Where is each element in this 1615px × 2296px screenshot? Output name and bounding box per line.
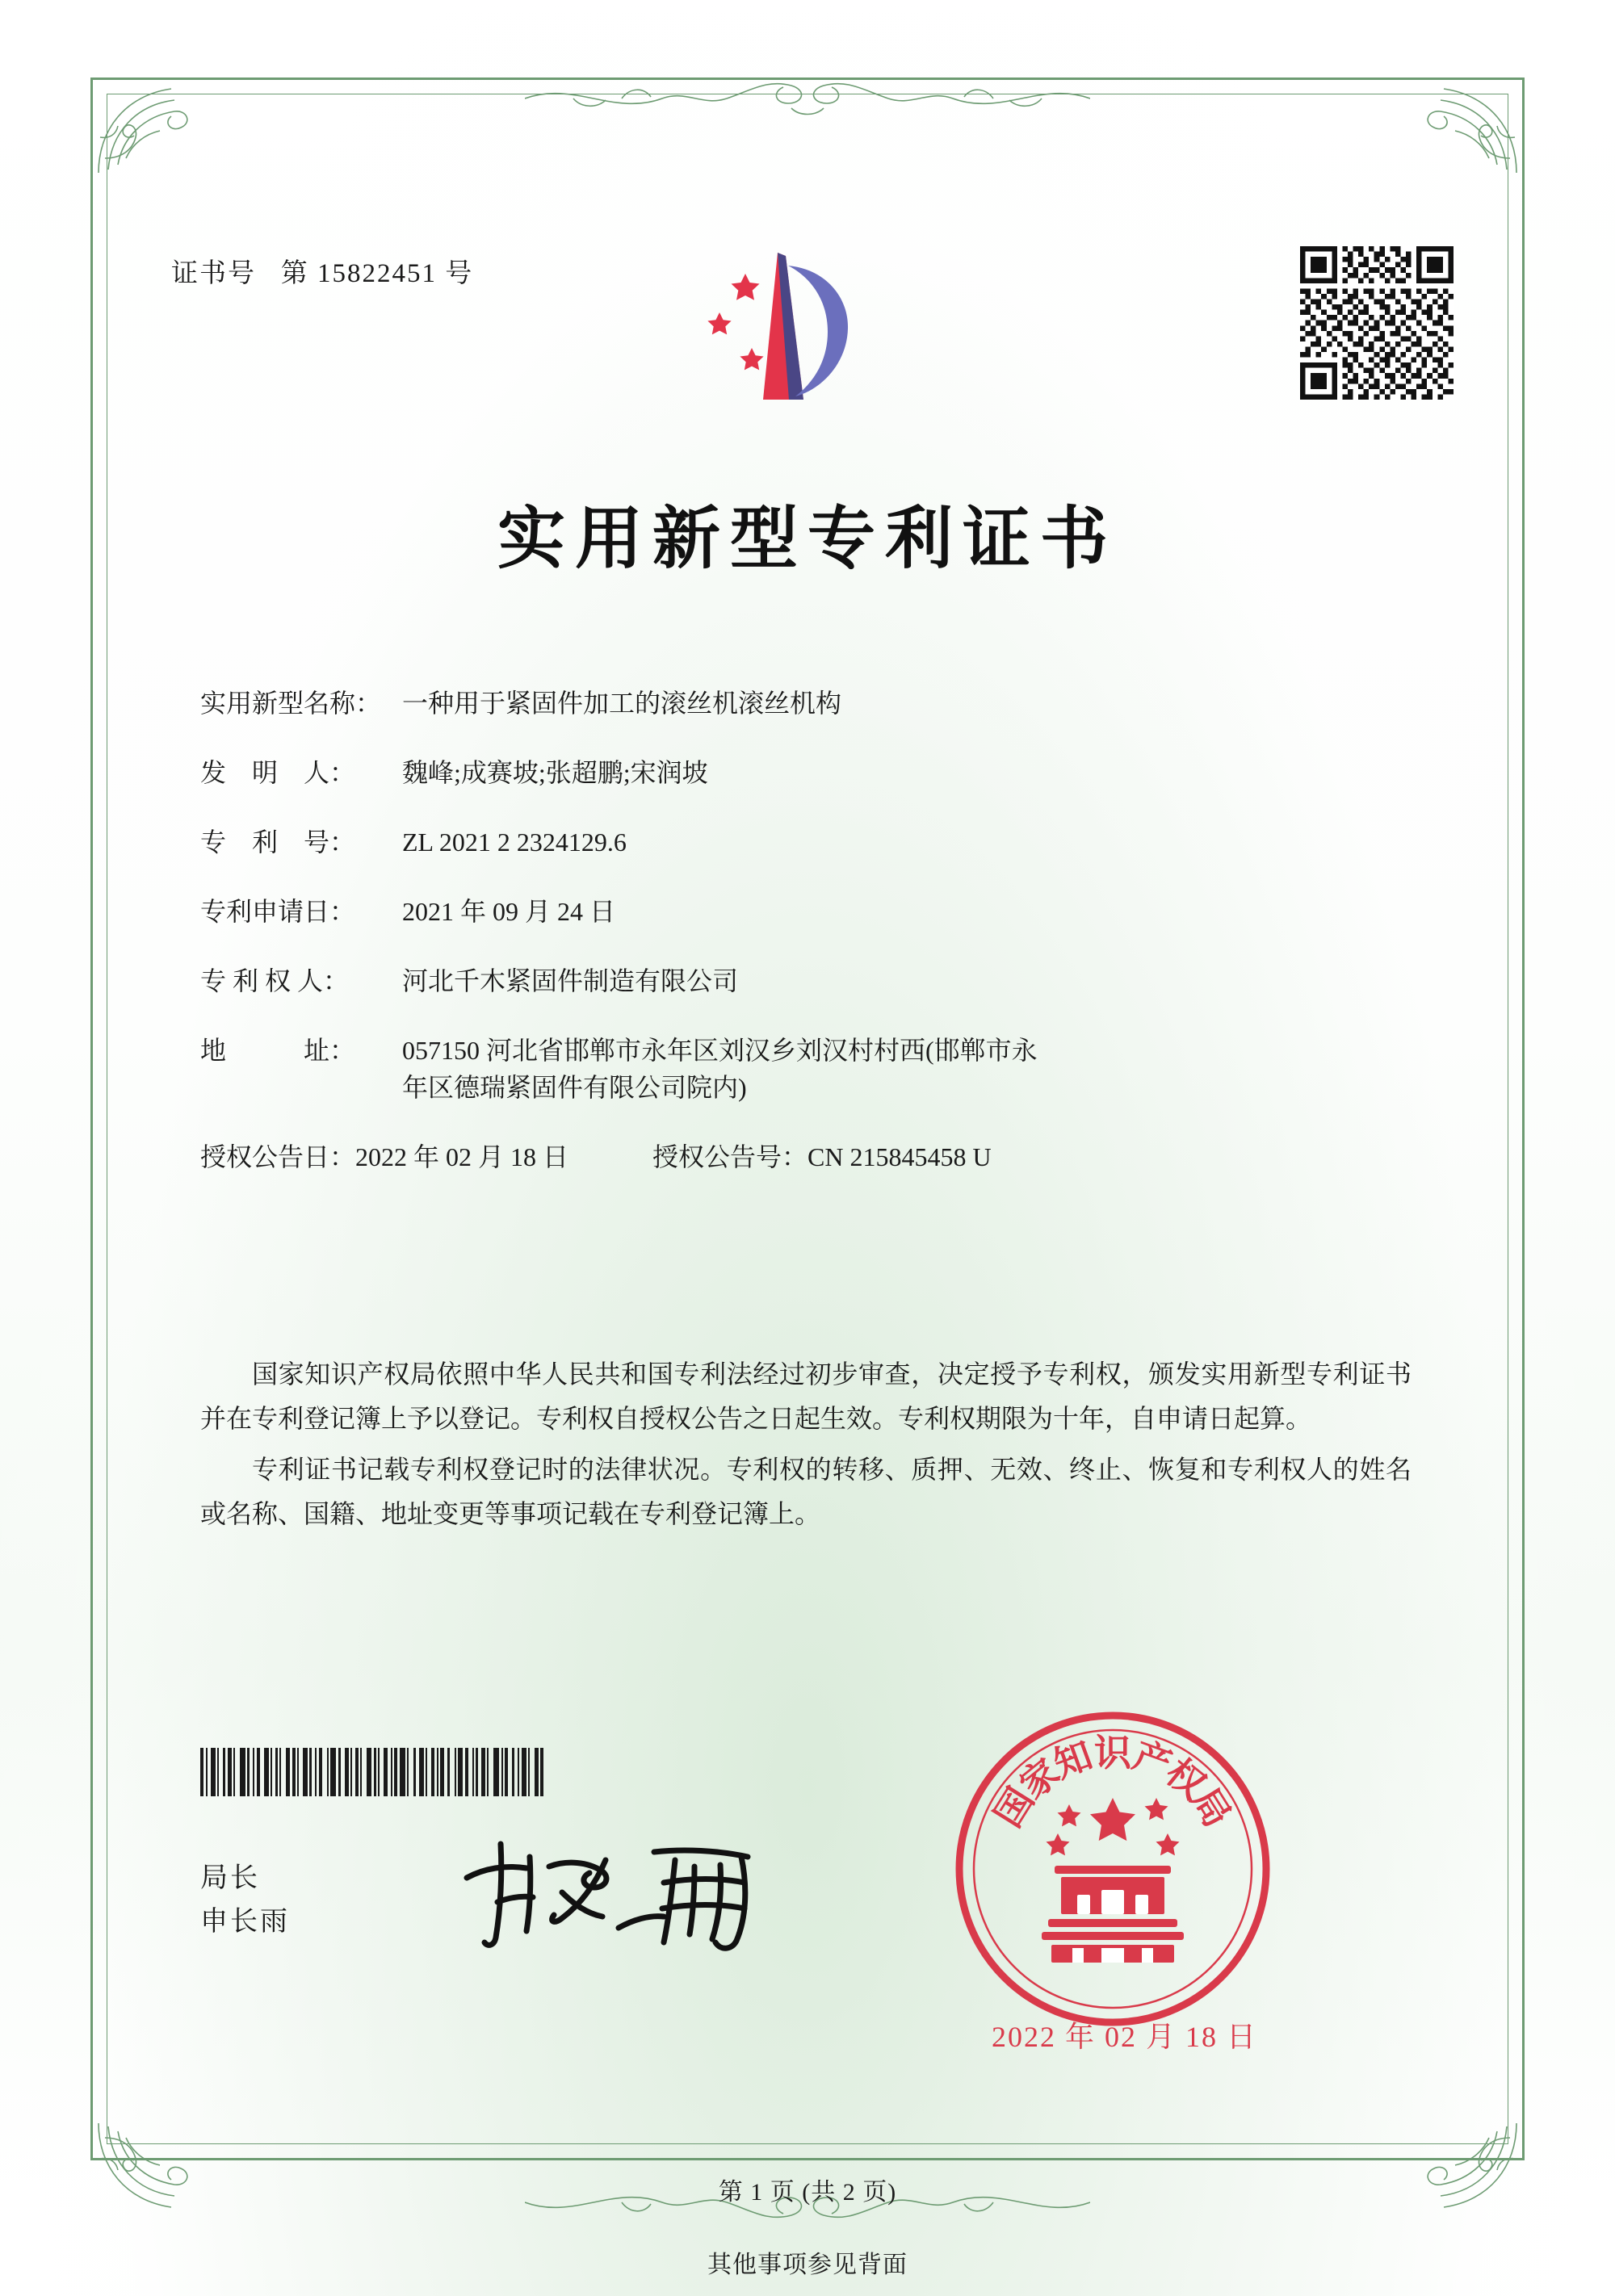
- svg-text:产: 产: [1127, 1732, 1178, 1787]
- grant-number-label: 授权公告号：: [652, 1142, 808, 1171]
- field-value: 一种用于紧固件加工的滚丝机滚丝机构: [402, 689, 842, 718]
- field-application-date: [200, 899, 1412, 924]
- address-line-2: 年区德瑞紧固件有限公司院内): [402, 1073, 747, 1102]
- field-patentee: [200, 968, 1412, 994]
- barcode-icon: [200, 1748, 604, 1796]
- top-ornament-icon: [525, 74, 1090, 123]
- field-value: 河北千木紧固件制造有限公司: [402, 966, 739, 995]
- field-grant-announcement: [200, 1144, 1412, 1170]
- qr-code-icon: [1300, 246, 1454, 400]
- grant-number-value: CN 215845458 U: [808, 1142, 992, 1171]
- grant-number-group: [652, 1144, 992, 1170]
- certificate-number: [171, 252, 473, 290]
- page-indicator: 第 1 页 (共 2 页): [718, 2179, 897, 2206]
- field-label: 专利申请日：: [200, 897, 356, 926]
- field-patent-number: [200, 829, 1412, 855]
- field-label: 地 址：: [200, 1036, 356, 1065]
- svg-text:局: 局: [1183, 1779, 1240, 1835]
- footer-note: 其他事项参见背面: [707, 2252, 908, 2278]
- field-label: 专 利 号：: [200, 827, 356, 857]
- svg-text:国: 国: [985, 1779, 1042, 1835]
- svg-text:知: 知: [1047, 1732, 1098, 1787]
- handwritten-signature-icon: [452, 1825, 791, 1962]
- director-block: [200, 1857, 290, 1945]
- field-value: 2021 年 09 月 24 日: [402, 897, 616, 926]
- svg-text:识: 识: [1094, 1731, 1131, 1774]
- field-label: 专 利 权 人：: [200, 966, 350, 995]
- grant-date-label: 授权公告日：: [200, 1142, 356, 1171]
- field-address: [200, 1037, 1412, 1100]
- legal-paragraph-2: 专利证书记载专利权登记时的法律状况。专利权的转移、质押、无效、终止、恢复和专利权人的姓名或名称、国籍、地址变更等事项记载在专利登记簿上。: [200, 1455, 1412, 1529]
- legal-text: [200, 1352, 1412, 1543]
- grant-date-value: 2022 年 02 月 18 日: [355, 1142, 569, 1171]
- legal-paragraph-1: 国家知识产权局依照中华人民共和国专利法经过初步审查，决定授予专利权，颁发实用新型专利证书并在专利登记簿上予以登记。专利权自授权公告之日起生效。专利权期限为十年，自申请日起算。: [200, 1360, 1412, 1434]
- director-title: 局长: [200, 1863, 260, 1893]
- grant-date-group: [200, 1144, 652, 1170]
- field-value: 魏峰;成赛坡;张超鹏;宋润坡: [402, 758, 708, 787]
- certificate-number-value: 第 15822451 号: [280, 259, 474, 288]
- address-line-1: 057150 河北省邯郸市永年区刘汉乡刘汉村村西(邯郸市永: [402, 1036, 1038, 1065]
- field-label: 实用新型名称：: [200, 689, 382, 718]
- certificate-number-label: 证书号: [171, 259, 256, 288]
- cnipa-logo-icon: [682, 238, 884, 412]
- official-red-seal-icon: [951, 1707, 1274, 2030]
- field-label: 发 明 人：: [200, 758, 356, 787]
- field-inventors: [200, 760, 1412, 786]
- field-value: [402, 1037, 1412, 1100]
- field-utility-model-name: [200, 690, 1412, 716]
- director-name: 申长雨: [200, 1907, 290, 1938]
- certificate-fields: [200, 690, 1412, 1213]
- svg-text:家: 家: [1011, 1749, 1068, 1808]
- seal-date: 2022 年 02 月 18 日: [992, 2021, 1258, 2053]
- field-value: ZL 2021 2 2324129.6: [402, 827, 627, 857]
- svg-text:权: 权: [1157, 1749, 1214, 1808]
- page-title: 实用新型专利证书: [497, 498, 1118, 578]
